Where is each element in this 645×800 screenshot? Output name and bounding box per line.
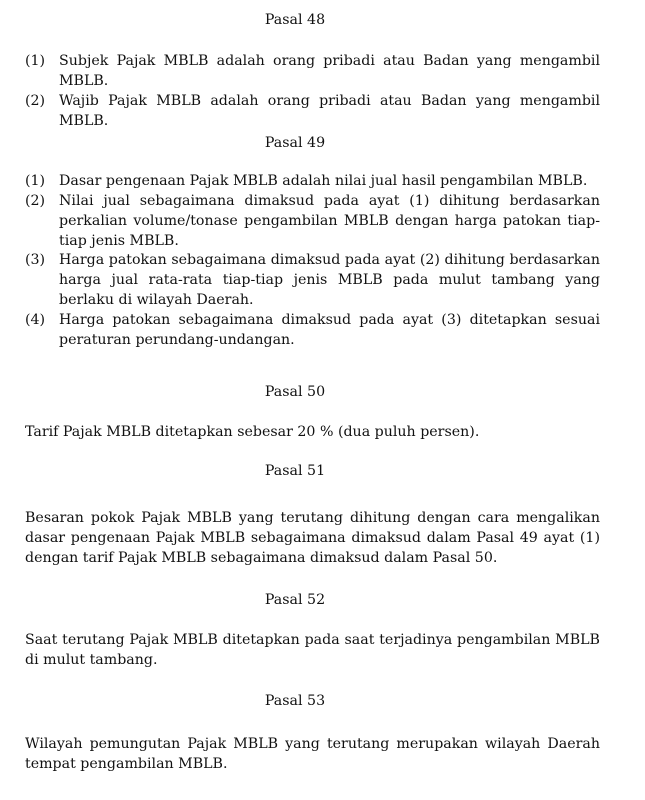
pasal-49-ayat-2 [25, 191, 600, 251]
pasal-49-ayat-3 [25, 250, 600, 310]
ayat-text: Wajib Pajak MBLB adalah orang pribadi atau Badan yang mengambil MBLB. [59, 93, 600, 129]
pasal-49-heading: Pasal 49 [264, 135, 326, 151]
ayat-number: (2) [25, 193, 46, 209]
ayat-text: Nilai jual sebagaimana dimaksud pada ayat (1) dihitung berdasarkan perkalian volume/tonase pengambilan MBLB dengan harga patokan tiap-tiap jenis MBLB. [59, 193, 600, 249]
ayat-number: (1) [25, 53, 46, 69]
pasal-48-ayat-1 [25, 51, 600, 91]
pasal-52-heading: Pasal 52 [264, 592, 326, 608]
ayat-number: (4) [25, 312, 46, 328]
pasal-49-ayat-4 [25, 310, 600, 350]
ayat-text: Harga patokan sebagaimana dimaksud pada ayat (2) dihitung berdasarkan harga jual rata-rata tiap-tiap jenis MBLB pada mulut tambang yang berlaku di wilayah Daerah. [59, 252, 600, 308]
ayat-text: Harga patokan sebagaimana dimaksud pada ayat (3) ditetapkan sesuai peraturan perundang-undangan. [59, 312, 600, 348]
ayat-text: Dasar pengenaan Pajak MBLB adalah nilai jual hasil pengambilan MBLB. [59, 173, 588, 189]
pasal-48-heading: Pasal 48 [264, 12, 326, 28]
pasal-49-ayat-1 [25, 171, 600, 191]
ayat-text: Subjek Pajak MBLB adalah orang pribadi atau Badan yang mengambil MBLB. [59, 53, 600, 89]
ayat-number: (3) [25, 252, 46, 268]
pasal-53-text: Wilayah pemungutan Pajak MBLB yang terutang merupakan wilayah Daerah tempat pengambilan MBLB. [25, 736, 600, 772]
pasal-50-text: Tarif Pajak MBLB ditetapkan sebesar 20 % (dua puluh persen). [25, 424, 480, 440]
pasal-53-heading: Pasal 53 [264, 693, 326, 709]
pasal-52-text: Saat terutang Pajak MBLB ditetapkan pada saat terjadinya pengambilan MBLB di mulut tambang. [25, 632, 600, 668]
pasal-51-text: Besaran pokok Pajak MBLB yang terutang dihitung dengan cara mengalikan dasar pengenaan Pajak MBLB sebagaimana dimaksud dalam Pasal 49 ayat (1) dengan tarif Pajak MBLB sebagaimana dimaksud dalam Pasal 50. [25, 510, 600, 566]
pasal-48-ayat-2 [25, 91, 600, 131]
pasal-51-heading: Pasal 51 [264, 463, 326, 479]
ayat-number: (1) [25, 173, 46, 189]
ayat-number: (2) [25, 93, 46, 109]
pasal-50-heading: Pasal 50 [264, 384, 326, 400]
